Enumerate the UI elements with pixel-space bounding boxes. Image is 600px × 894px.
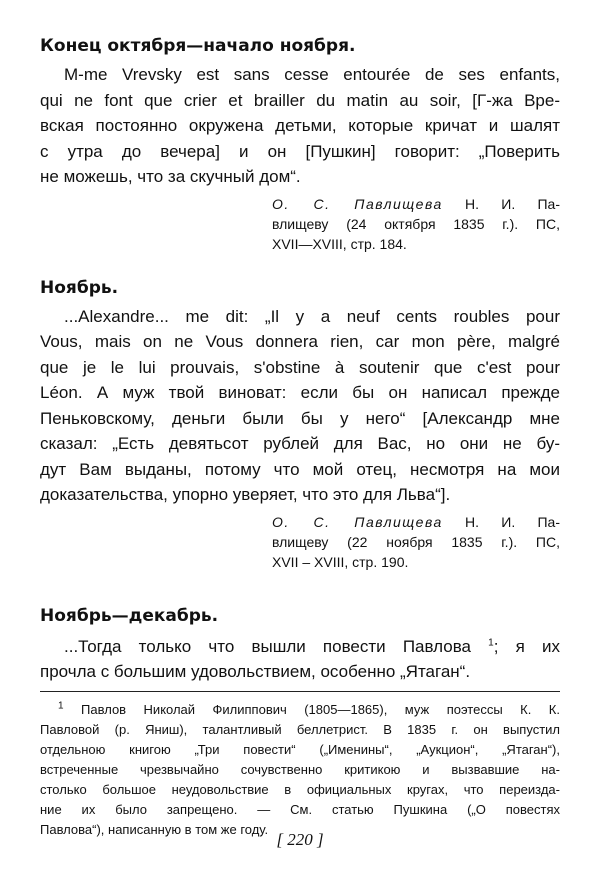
text-line: вская постоянно окружена детьми, которые кричат и шалят [40,116,560,135]
text-fragment: ; я их [493,636,560,656]
footnote-divider [40,691,560,692]
paragraph-late-october [40,62,560,190]
footnote-marker: 1 [58,700,64,712]
citation-line [272,512,560,532]
footnote-line: Павлова“), написанную в том же году. [40,821,269,837]
citation-line: влищеву (22 ноября 1835 г.). ПС, [272,533,560,550]
text-line: доказательства, упорно уверяет, что это для Льва“]. [40,485,451,504]
text-line: дут Вам выданы, потому что мой отец, несмотря на мои [40,459,560,479]
text-line: que je le lui prouvais, s'obstine à soutenir que c'est pour [40,357,560,377]
citation-line: XVII – XVIII, стр. 190. [272,553,409,570]
text-line [40,634,560,660]
citation-author: О. С. Павлищева [272,513,443,530]
citation-line: влищеву (24 октября 1835 г.). ПС, [272,215,560,232]
paragraph-november-december [40,634,560,685]
page-number: [ 220 ] [276,830,324,849]
text-line: прочла с большим удовольствием, особенно „Ятаган“. [40,662,471,681]
citation-addressee: Н. И. Па- [465,513,560,530]
text-line: ...Alexandre... me dit: „Il y a neuf cents roubles pour [64,306,560,326]
footnote [40,700,560,840]
text-line: не можешь, что за скучный дом“. [40,167,301,186]
text-line: с утра до вечера] и он [Пушкин] говорит: „Поверить [40,141,560,161]
footnote-line: столько большое неудовольствие в официальных кругах, что переизда- [40,781,560,797]
citation-line: XVII—XVIII, стр. 184. [272,235,407,252]
text-line: qui ne font que crier et brailler du matin au soir, [Г-жа Вре- [40,90,560,110]
paragraph-november [40,304,560,508]
footnote-line: отдельною книгою „Три повести“ („Именины“, „Аукцион“, „Ятаган“), [40,741,560,757]
footnote-text: Павлов Николай Филиппович (1805—1865), муж поэтессы К. К. [81,701,560,717]
section-heading-november: Ноябрь. [40,277,119,298]
text-line: Vous, mais on ne Vous donnera rien, car mon père, malgré [40,332,560,351]
citation-addressee: Н. И. Па- [465,195,560,212]
section-heading-november-december: Ноябрь—декабрь. [40,605,219,626]
citation-line [272,194,560,214]
footnote-line [40,700,560,720]
text-line: M-me Vrevsky est sans cesse entourée de ses enfants, [64,65,560,84]
citation-author: О. С. Павлищева [272,195,443,212]
page-body [40,34,560,840]
text-line: Léon. А муж твой виноват: если бы он написал прежде [40,383,560,402]
text-fragment: ...Тогда только что вышли повести Павлова [64,636,471,656]
footnote-line: Павловой (р. Яниш), талантливый беллетрист. В 1835 г. он выпустил [40,721,560,737]
text-line: сказал: „Есть девятьсот рублей для Вас, но они не бу- [40,434,560,453]
section-heading-late-october: Конец октября—начало ноября. [40,36,356,56]
footnote-line: ние их было запрещено. — См. статью Пушкина („О повестях [40,801,560,817]
footnote-reference[interactable]: 1 [488,636,494,648]
citation-late-october [272,194,560,254]
text-line: Пеньковскому, деньги были бы у него“ [Александр мне [40,408,560,428]
citation-november [272,512,560,572]
footnote-line: встреченные чрезвычайно сочувственно критикою и вызвавшие на- [40,761,560,777]
